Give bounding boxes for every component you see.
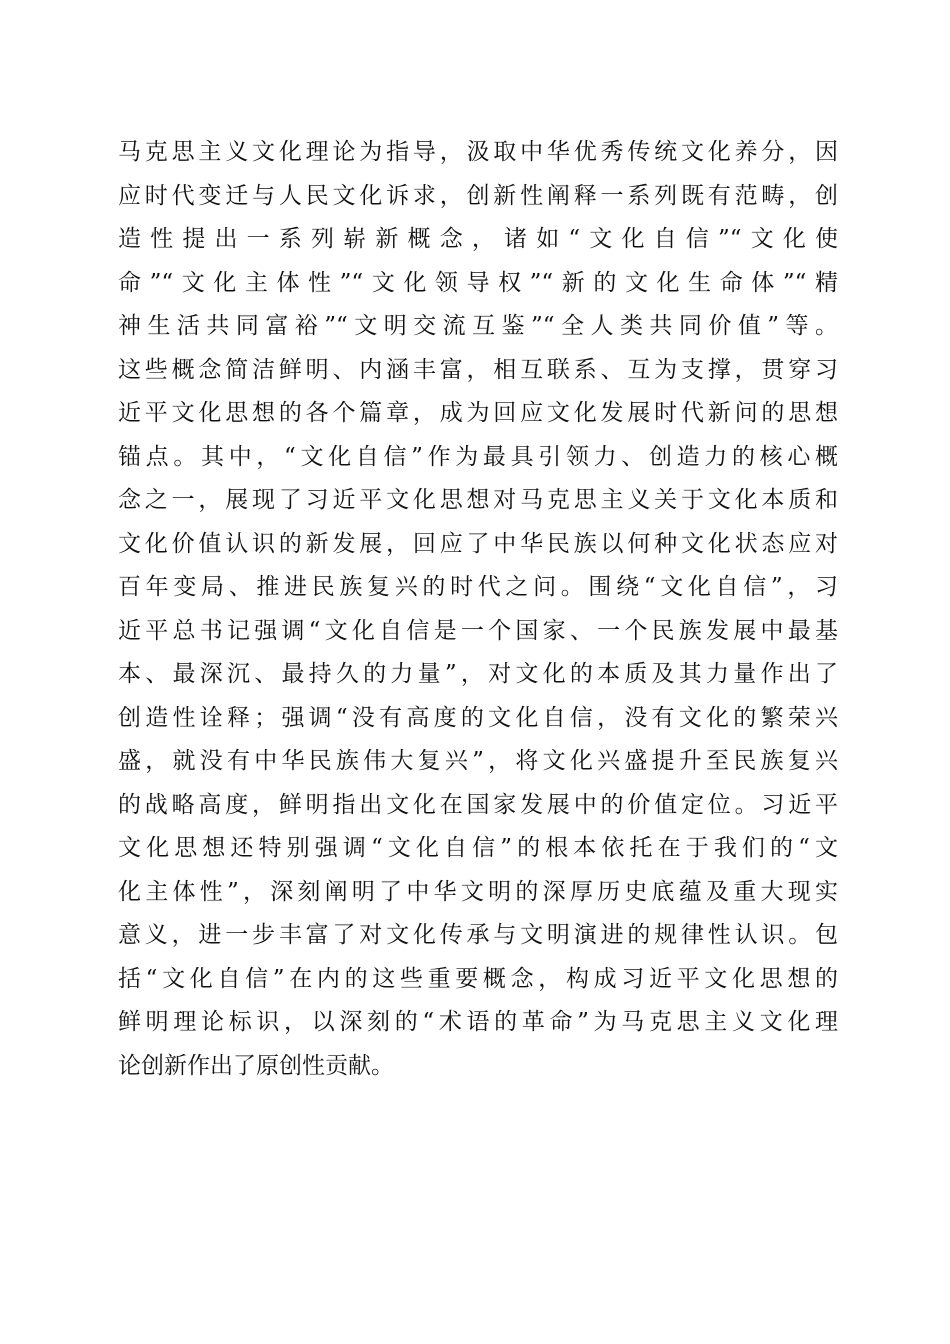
paragraph-line: 马克思主义文化理论为指导，汲取中华优秀传统文化养分，因 — [118, 139, 838, 165]
body-paragraph — [118, 131, 838, 1088]
paragraph-line: 近平总书记强调“文化自信是一个国家、一个民族发展中最基 — [118, 617, 838, 644]
paragraph-line: 论创新作出了原创性贡献。 — [118, 1052, 394, 1079]
paragraph-line: 鲜明理论标识，以深刻的“术语的革命”为马克思主义文化理 — [118, 1009, 838, 1035]
paragraph-line: 创造性诠释；强调“没有高度的文化自信，没有文化的繁荣兴 — [118, 704, 838, 731]
paragraph-line: 造性提出一系列崭新概念，诸如“文化自信”“文化使 — [118, 226, 838, 252]
paragraph-line: 的战略高度，鲜明指出文化在国家发展中的价值定位。习近平 — [118, 791, 838, 818]
paragraph-line: 命”“文化主体性”“文化领导权”“新的文化生命体”“精 — [118, 269, 838, 296]
paragraph-line: 锚点。其中，“文化自信”作为最具引领力、创造力的核心概 — [118, 443, 838, 470]
paragraph-line: 神生活共同富裕”“文明交流互鉴”“全人类共同价值”等。 — [118, 313, 838, 339]
paragraph-line: 念之一，展现了习近平文化思想对马克思主义关于文化本质和 — [118, 487, 838, 513]
paragraph-line: 近平文化思想的各个篇章，成为回应文化发展时代新问的思想 — [118, 400, 838, 426]
paragraph-line: 括“文化自信”在内的这些重要概念，构成习近平文化思想的 — [118, 965, 838, 992]
paragraph-line: 本、最深沉、最持久的力量”，对文化的本质及其力量作出了 — [118, 661, 838, 687]
paragraph-line: 化主体性”，深刻阐明了中华文明的深厚历史底蕴及重大现实 — [118, 878, 838, 905]
paragraph-line: 这些概念简洁鲜明、内涵丰富，相互联系、互为支撑，贯穿习 — [118, 356, 838, 383]
paragraph-line: 文化思想还特别强调“文化自信”的根本依托在于我们的“文 — [118, 835, 838, 861]
paragraph-line: 百年变局、推进民族复兴的时代之问。围绕“文化自信”，习 — [118, 574, 838, 600]
paragraph-line: 意义，进一步丰富了对文化传承与文明演进的规律性认识。包 — [118, 922, 838, 948]
paragraph-line: 文化价值认识的新发展，回应了中华民族以何种文化状态应对 — [118, 530, 838, 557]
paragraph-line: 盛，就没有中华民族伟大复兴”，将文化兴盛提升至民族复兴 — [118, 748, 838, 774]
paragraph-line: 应时代变迁与人民文化诉求，创新性阐释一系列既有范畴，创 — [118, 182, 838, 209]
